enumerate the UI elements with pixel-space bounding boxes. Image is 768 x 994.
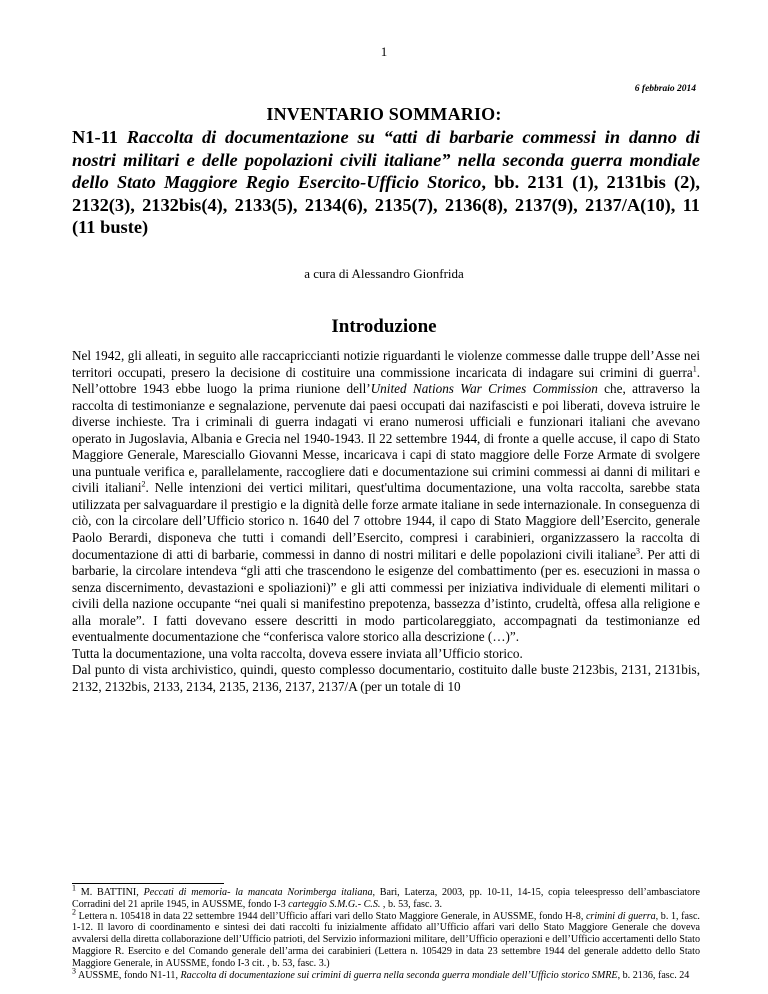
text-run: , fondo H-8, — [533, 910, 586, 922]
italic-run: Peccati di memoria- la mancata Norimberga italiana — [143, 887, 373, 898]
footnote-number: 3 — [72, 966, 76, 976]
text-run: Nel 1942, gli alleati, in seguito alle raccapriccianti notizie riguardanti le violenze commesse dalle truppe dell’Asse nei territori occupati, presero la decisione di costituire una commissione incaricata di indagare sui crimini di guerra — [72, 348, 700, 380]
text-run: , b. 1, fasc. 1-12. Il lavoro di coordinamento e sintesi dei dati raccolti fu inizialmente affidato all’Ufficio affari vari dello Stato Maggiore Generale che doveva avvalersi della diretta collaborazione dell’Ufficio patrioti, del Servizio informazioni militare, dell’Ufficio operazioni e dell’Ufficio accertamenti dello Stato Maggiore R. Esercito e del Comando generale dell’arma dei carabinieri (Lettera n. 105429 in data 23 settembre 1944 del generale addetto dello Stato Maggiore Generale, in — [72, 910, 700, 969]
italic-run: United Nations War Crimes Commission — [370, 381, 598, 397]
italic-run: Raccolta di documentazione sui crimini di guerra nella seconda guerra mondiale dell’Ufficio storico SMRE — [180, 969, 618, 981]
footnote-1 — [72, 883, 701, 911]
page-number: 1 — [380, 44, 388, 59]
paragraph — [72, 348, 700, 646]
footnote-ref[interactable]: 1 — [692, 364, 697, 374]
footnote-2 — [72, 907, 700, 970]
text-run: AUSSME — [76, 969, 119, 981]
title-rest: , bb. 2131 (1), 2131bis (2), 2132(3), 2132bis(4), 2133(5), 2134(6), 2135(7), 2136(8), 2137(9), 2137/A(10), 11 (11 buste) — [72, 172, 700, 237]
text-run: , fondo I-3 — [242, 898, 289, 910]
curator-line: a cura di Alessandro Gionfrida — [304, 266, 464, 281]
text-run: . Nell’ottobre 1943 ebbe luogo la prima riunione dell’ — [72, 364, 700, 397]
footnote-3 — [72, 966, 700, 982]
text-run: , fondo N1-11, — [118, 969, 181, 981]
footnote-number: 1 — [72, 883, 76, 893]
paragraph: Dal punto di vista archivistico, quindi, questo complesso documentario, costituito dalle buste 2123bis, 2131, 2131bis, 2132, 2132bis, 2133, 2134, 2135, 2136, 2137, 2137/A (per un totale di 10 — [72, 662, 700, 694]
text-run: . Nelle intenzioni dei vertici militari, quest'ultima documentazione, una volta raccolta, sarebbe stata utilizzata per salvaguardare il prestigio e la dignità delle forze armate italiane in sede internazionale. In conseguenza di ciò, con la circolare dell’Ufficio storico n. 1640 del 7 ottobre 1944, il capo di Stato Maggiore dell’Esercito, generale Paolo Berardi, disponeva che tutti i comandi dell’Esercito, compresi i carabinieri, organizzassero la raccolta di documentazione di atti di barbarie, commessi in danno di nostri militari e delle popolazioni civili italiane — [72, 480, 700, 562]
text-run: che, attraverso la raccolta di testimonianze e segnalazione, pervenute dai paesi occupati dai nazifascisti e poi liberati, doveva istruire le diverse inchieste. Tra i criminali di guerra indagati vi erano numerosi ufficiali e funzionari italiani che avevano operato in Jugoslavia, Albania e Grecia nel 1940-1943. Il 22 settembre 1944, di fronte a quelle accuse, il capo di Stato Maggiore Generale, Maresciallo Giovanni Messe, incaricava i capi di stato maggiore delle Forze Armate di svolgere una puntuale verifica e, parallelamente, raccogliere dati e documentazione sui crimini commessi ai danni di militari e civili italiani — [72, 381, 701, 496]
text-run: AUSSME — [492, 910, 534, 922]
text-run: M. BATTINI — [80, 887, 137, 898]
text-run: , Bari, Laterza, 2003, pp. 10-11, 14-15, copia teleespresso dell’ambasciatore Corradini del 21 aprile 1945, in — [72, 887, 701, 910]
text-run: , b. 53, fasc. 3. — [380, 898, 443, 910]
title-italic: Raccolta di documentazione su “atti di barbarie commessi in danno di nostri militari e delle popolazioni civili italiane” nella seconda guerra mondiale dello Stato Maggiore Regio Esercito-Ufficio Storico — [72, 127, 700, 192]
text-run: , — [136, 887, 144, 898]
footnotes — [72, 883, 701, 981]
footnote-number: 2 — [72, 907, 76, 917]
italic-run: crimini di guerra — [585, 910, 656, 922]
text-run: , fondo I-3 cit. , b. 53, fasc. 3.) — [206, 957, 330, 969]
page-heading: INVENTARIO SOMMARIO: — [266, 104, 502, 124]
text-run: Lettera n. 105418 in data 22 settembre 1944 dell’Ufficio affari vari dello Stato Maggiore Generale, in — [76, 910, 493, 922]
text-run: . Per atti di barbarie, la circolare intendeva “gli atti che trascendono le esigenze del combattimento (per es. esecuzioni in massa o senza discernimento, devastazioni e spoliazioni)” e gli atti commessi per iniziativa individuale di elementi militari o civili della nazione occupante “nei quali si manifestino prepotenza, bassezza d’istinto, crudeltà, offesa alla religione e alla morale”. I fatti dovevano essere descritti in modo particolareggiato, accompagnati da testimonianze ed eventualmente documentazione che “conferisca valore storico alla descrizione (…)”. — [72, 546, 700, 645]
text-run: AUSSME — [201, 898, 243, 910]
footnote-separator — [72, 883, 224, 884]
text-run: AUSSME — [165, 957, 207, 969]
paragraph: Tutta la documentazione, una volta raccolta, doveva essere inviata all’Ufficio storico. — [72, 645, 523, 661]
section-heading: Introduzione — [331, 316, 437, 337]
document-date: 6 febbraio 2014 — [634, 84, 696, 94]
body-text — [72, 348, 700, 695]
document-title — [72, 126, 700, 239]
italic-run: carteggio S.M.G.- C.S. — [288, 898, 381, 910]
footnote-ref[interactable]: 3 — [636, 546, 641, 556]
text-run: , b. 2136, fasc. 24 — [617, 969, 690, 981]
title-code: N1-11 — [72, 127, 127, 147]
footnote-ref[interactable]: 2 — [141, 479, 146, 489]
